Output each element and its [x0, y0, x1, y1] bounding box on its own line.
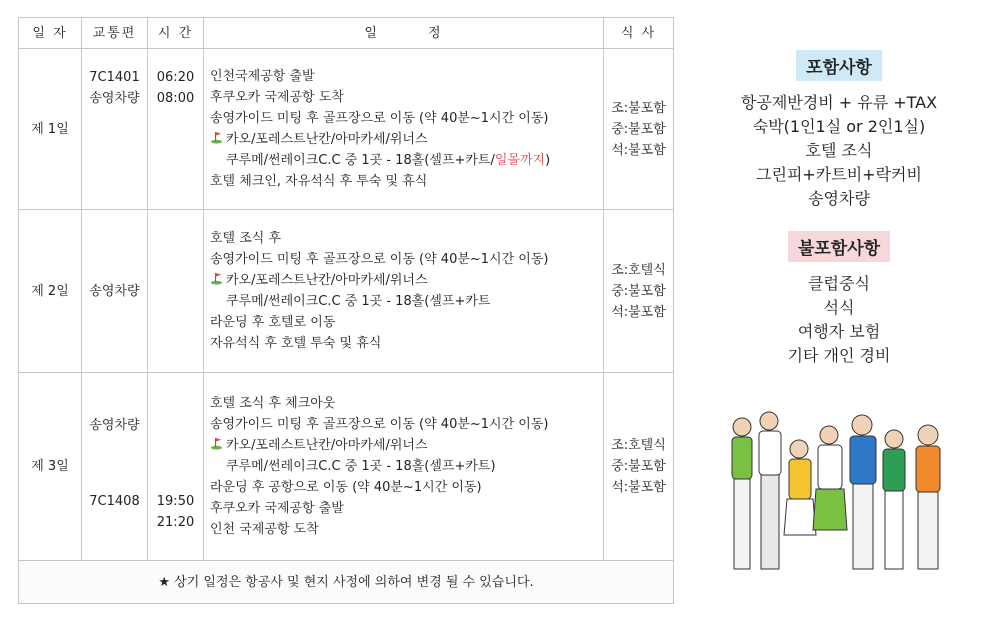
header-meal: 식 사	[604, 18, 674, 49]
golf-course-list: 카오/포레스트난칸/아마카세/위너스	[226, 132, 428, 147]
golf-course-list: 카오/포레스트난칸/아마카세/위너스	[226, 273, 428, 288]
schedule-item: 라운딩 후 호텔로 이동	[210, 315, 336, 330]
meal-lunch: 중:불포함	[611, 121, 666, 137]
golfer-figure	[916, 425, 940, 569]
schedule-item: 호텔 조식 후 체크아웃	[210, 396, 336, 411]
schedule-cell	[204, 210, 604, 373]
header-day: 일 자	[19, 18, 82, 49]
schedule-item: 후쿠오카 국제공항 도착	[210, 90, 344, 105]
meal-dinner: 석:불포함	[611, 304, 666, 320]
table-header-row	[19, 18, 674, 49]
transport-cell	[82, 49, 148, 210]
golfer-figure	[784, 440, 816, 535]
schedule-cell	[204, 373, 604, 561]
golf-course-detail: 쿠루메/썬레이크C.C 중 1곳 - 18홀(셀프+카트/	[226, 153, 495, 168]
note-row	[19, 561, 674, 604]
meal-breakfast: 조:호텔식	[611, 438, 666, 453]
time-arrival: 08:00	[156, 91, 195, 106]
schedule-cell	[204, 49, 604, 210]
included-item: 항공제반경비 + 유류 +TAX	[740, 93, 938, 112]
flight-number: 7C1408	[89, 494, 140, 509]
excluded-item: 여행자 보험	[797, 322, 881, 341]
transport-shuttle: 송영차량	[89, 418, 140, 433]
golf-icon	[210, 131, 223, 144]
included-item: 그린피+카트비+락커비	[756, 165, 922, 184]
schedule-item: 송영가이드 미팅 후 골프장으로 이동 (약 40분~1시간 이동)	[210, 417, 549, 432]
time-cell	[148, 49, 204, 210]
golfer-figure	[813, 426, 847, 530]
meal-breakfast: 조:불포함	[611, 100, 666, 116]
golfers-illustration	[714, 405, 964, 585]
schedule-item-golf	[210, 435, 603, 456]
time-arrival: 21:20	[156, 515, 195, 530]
excluded-item: 기타 개인 경비	[787, 346, 891, 365]
time-cell	[148, 210, 204, 373]
transport-shuttle: 송영차량	[89, 283, 140, 299]
excluded-item: 클럽중식	[808, 274, 870, 293]
schedule-item	[210, 150, 603, 171]
schedule-item: 인천국제공항 출발	[210, 69, 315, 84]
transport-cell	[82, 373, 148, 561]
excluded-title: 불포함사항	[788, 231, 890, 262]
paren-close: )	[545, 153, 551, 168]
schedule-item-golf	[210, 129, 603, 150]
table-row-day3	[19, 373, 674, 561]
golf-icon	[210, 272, 223, 285]
golfer-figure	[732, 418, 752, 569]
day-label: 제 1일	[19, 49, 82, 210]
meal-lunch: 중:불포함	[611, 283, 666, 299]
schedule-item: 송영가이드 미팅 후 골프장으로 이동 (약 40분~1시간 이동)	[210, 252, 549, 267]
golfer-figure	[759, 412, 781, 569]
schedule-item: 호텔 체크인, 자유석식 후 투숙 및 휴식	[210, 174, 428, 189]
schedule-item-golf	[210, 270, 603, 291]
itinerary-table	[18, 17, 674, 604]
schedule-item: 쿠루메/썬레이크C.C 중 1곳 - 18홀(셀프+카트	[226, 294, 491, 309]
schedule-item: 송영가이드 미팅 후 골프장으로 이동 (약 40분~1시간 이동)	[210, 111, 549, 126]
header-schedule: 일 정	[204, 18, 604, 49]
meal-cell	[604, 373, 674, 561]
table-row-day2	[19, 210, 674, 373]
transport-cell	[82, 210, 148, 373]
header-time: 시 간	[148, 18, 204, 49]
schedule-item: 자유석식 후 호텔 투숙 및 휴식	[210, 336, 382, 351]
excluded-item: 석식	[823, 298, 855, 317]
meal-dinner: 석:불포함	[611, 480, 666, 495]
schedule-item: 쿠루메/썬레이크C.C 중 1곳 - 18홀(셀프+카트)	[226, 459, 496, 474]
included-item: 호텔 조식	[805, 141, 873, 160]
golf-icon	[210, 437, 223, 450]
included-list	[700, 91, 978, 211]
included-item: 숙박(1인1실 or 2인1실)	[752, 117, 926, 136]
meal-cell	[604, 210, 674, 373]
meal-lunch: 중:불포함	[611, 459, 666, 474]
golf-course-list: 카오/포레스트난칸/아마카세/위너스	[226, 438, 428, 453]
schedule-item: 라운딩 후 공항으로 이동 (약 40분~1시간 이동)	[210, 480, 482, 495]
schedule-change-note: ★ 상기 일정은 항공사 및 현지 사정에 의하여 변경 될 수 있습니다.	[19, 561, 674, 604]
meal-breakfast: 조:호텔식	[611, 262, 666, 278]
golfer-figure	[850, 415, 876, 569]
transport-shuttle: 송영차량	[89, 91, 140, 106]
time-cell	[148, 373, 204, 561]
schedule-item: 후쿠오카 국제공항 출발	[210, 501, 344, 516]
included-item: 송영차량	[808, 189, 870, 208]
flight-number: 7C1401	[89, 70, 140, 85]
schedule-item: 호텔 조식 후	[210, 231, 282, 246]
time-departure: 06:20	[156, 70, 195, 85]
included-title: 포함사항	[796, 50, 882, 81]
table-row-day1	[19, 49, 674, 210]
excluded-list	[700, 272, 978, 368]
day-label: 제 2일	[19, 210, 82, 373]
inclusions-panel	[700, 50, 978, 368]
meal-cell	[604, 49, 674, 210]
until-sunset-text: 일몰까지	[494, 153, 546, 168]
meal-dinner: 석:불포함	[611, 142, 666, 158]
header-transport: 교통편	[82, 18, 148, 49]
schedule-item: 인천 국제공항 도착	[210, 522, 319, 537]
time-departure: 19:50	[156, 494, 195, 509]
day-label: 제 3일	[19, 373, 82, 561]
golfer-figure	[883, 430, 905, 569]
